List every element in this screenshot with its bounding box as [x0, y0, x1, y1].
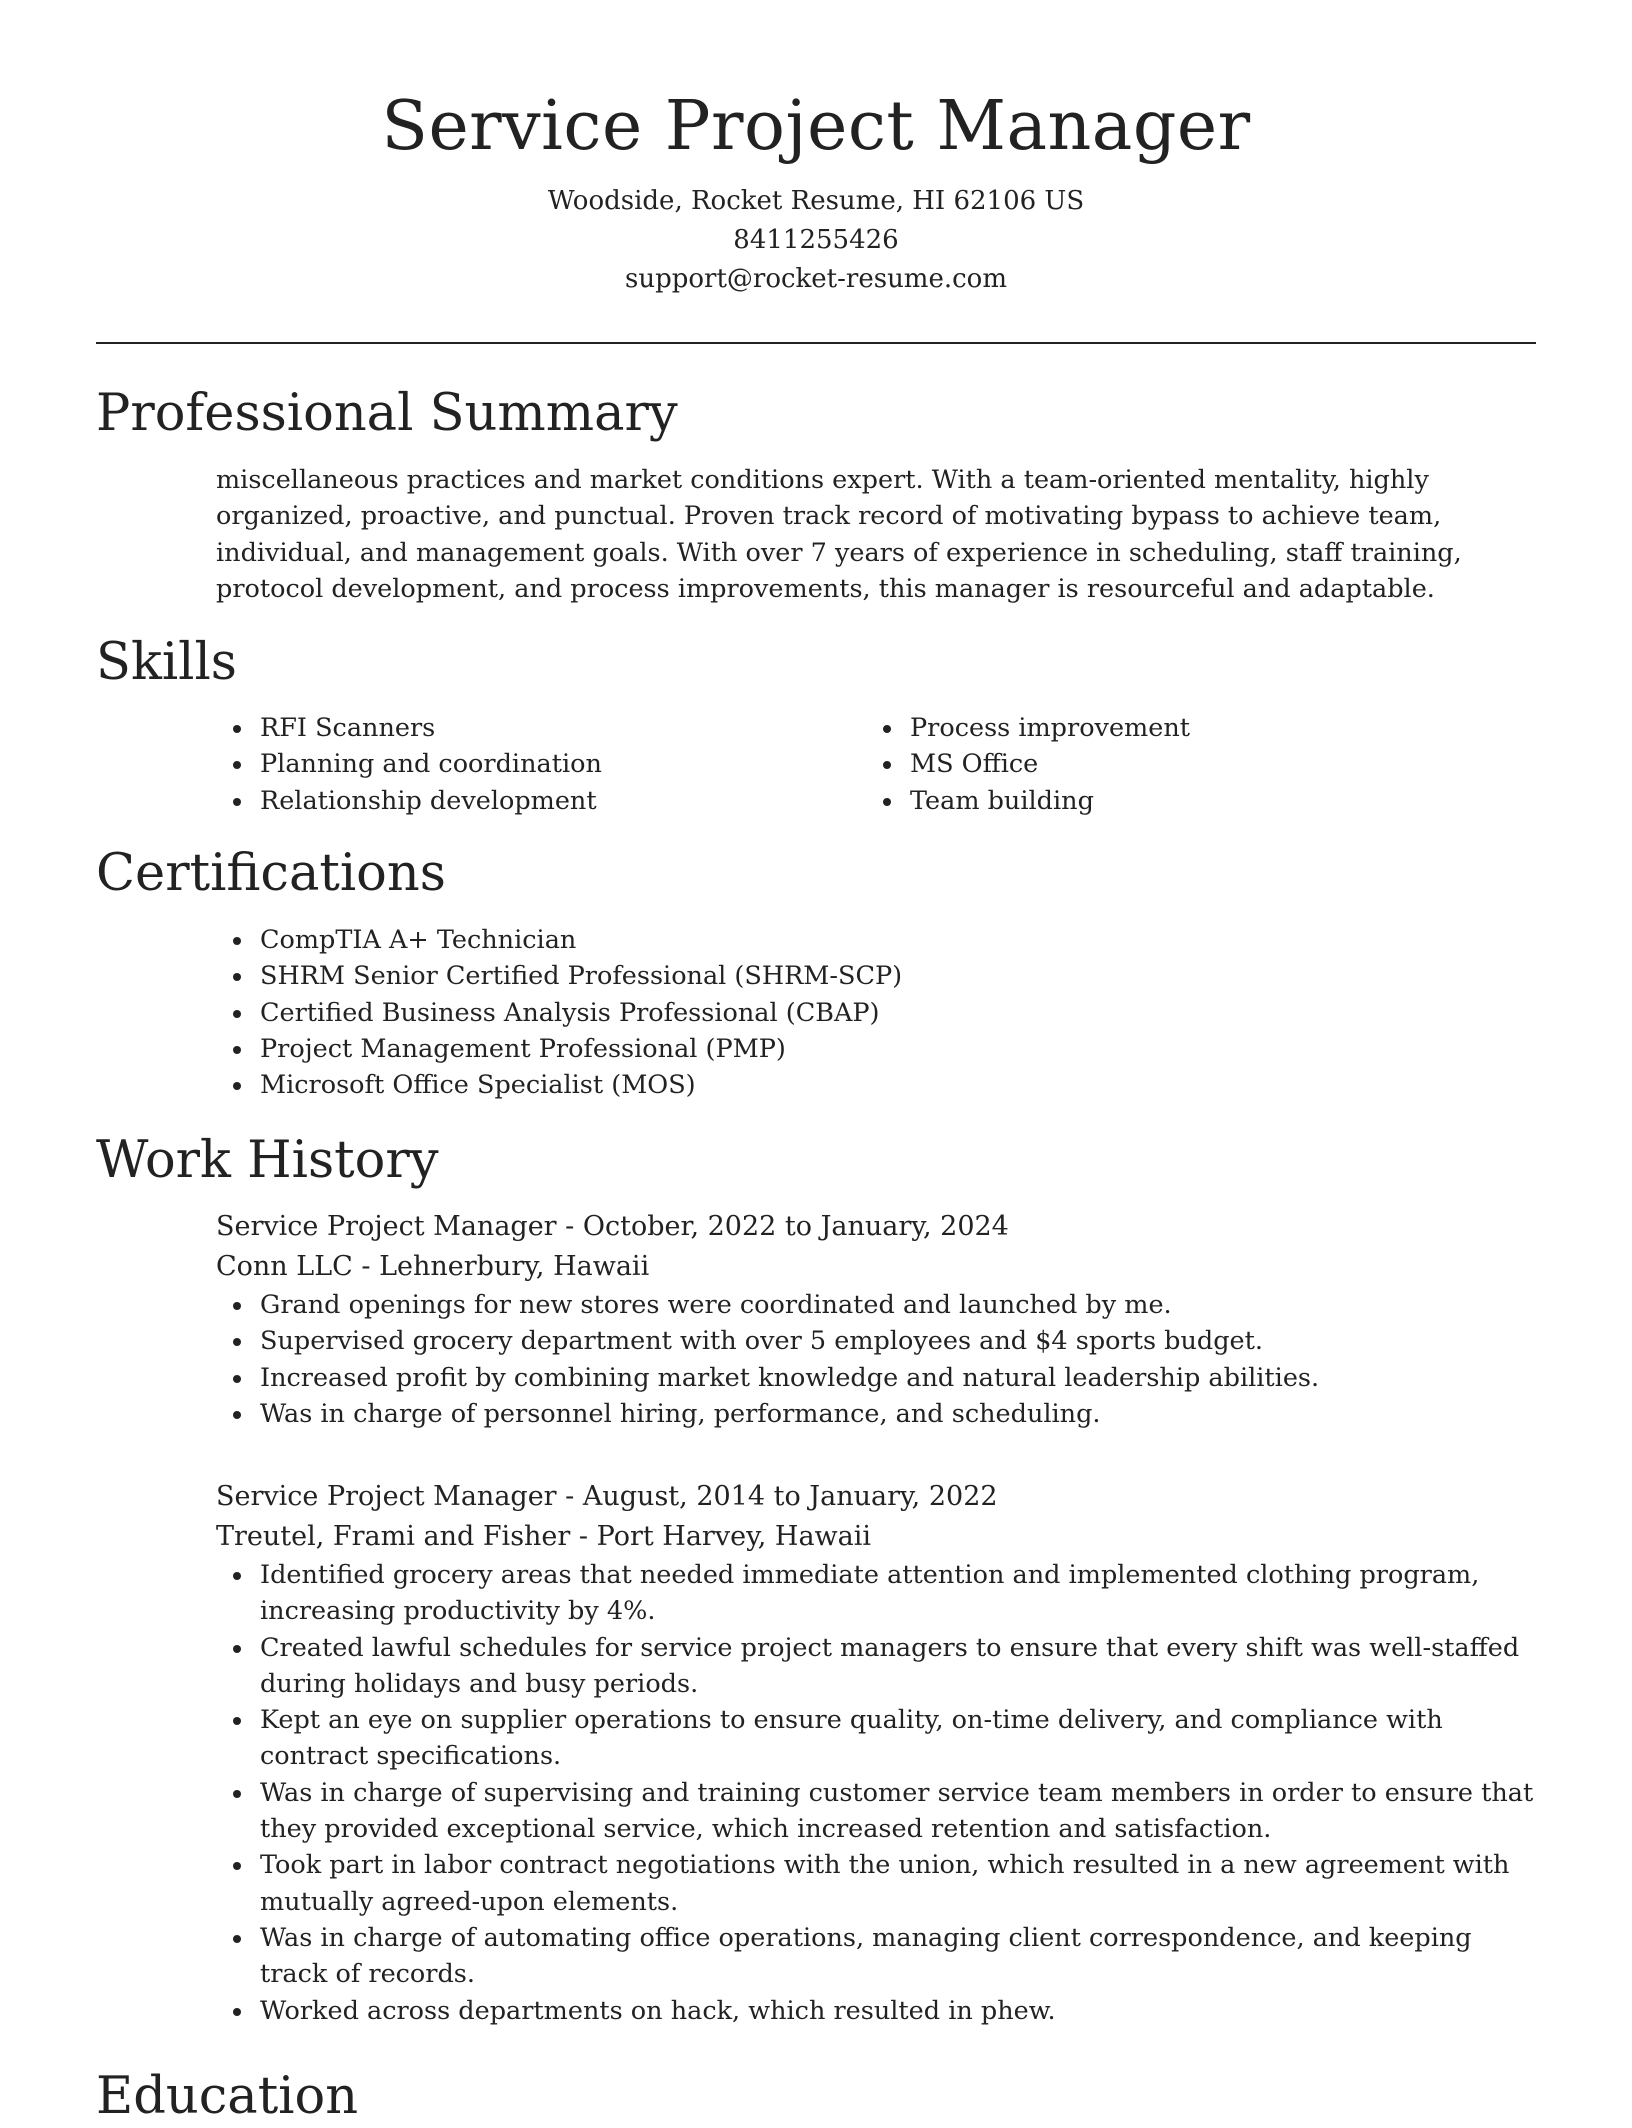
job-entry — [216, 1207, 1536, 1432]
job-title: Service Project Manager — [216, 1211, 557, 1242]
candidate-title: Service Project Manager — [381, 87, 1251, 166]
resume-header — [0, 0, 1632, 299]
certification-item: Certified Business Analysis Professional (CBAP) — [216, 995, 1536, 1031]
skill-item: MS Office — [866, 746, 1486, 782]
skill-item: RFI Scanners — [216, 710, 836, 746]
job-duty: Was in charge of personnel hiring, performance, and scheduling. — [216, 1396, 1536, 1432]
phone-number: 8411255426 — [733, 225, 899, 255]
job-duty: Took part in labor contract negotiations with the union, which resulted in a new agreement with mutually agreed-upon elements. — [216, 1847, 1536, 1920]
job-duties-list — [216, 1287, 1536, 1432]
skills-left-list — [216, 710, 836, 819]
job-duty: Was in charge of automating office operations, managing client correspondence, and keeping track of records. — [216, 1920, 1536, 1993]
job-duty: Created lawful schedules for service project managers to ensure that every shift was well-staffed during holidays and busy periods. — [216, 1630, 1536, 1703]
skills-left-column — [216, 710, 836, 819]
job-location: Port Harvey, Hawaii — [596, 1521, 872, 1552]
skill-item: Process improvement — [866, 710, 1486, 746]
job-duty: Identified grocery areas that needed immediate attention and implemented clothing program, increasing productivity by 4%. — [216, 1557, 1536, 1630]
certification-item: Microsoft Office Specialist (MOS) — [216, 1067, 1536, 1103]
job-duty: Worked across departments on hack, which resulted in phew. — [216, 1993, 1536, 2029]
job-company: Treutel, Frami and Fisher — [216, 1521, 571, 1552]
work-history-heading: Work History — [96, 1131, 439, 1190]
certification-item: Project Management Professional (PMP) — [216, 1031, 1536, 1067]
job-title: Service Project Manager — [216, 1481, 557, 1512]
job-dates: October, 2022 to January, 2024 — [582, 1211, 1009, 1242]
certifications-heading: Certifications — [96, 844, 446, 903]
education-heading: Education — [96, 2067, 359, 2126]
address: Woodside, Rocket Resume, HI 62106 US — [547, 186, 1085, 216]
job-duty: Supervised grocery department with over 5 employees and $4 sports budget. — [216, 1323, 1536, 1359]
skills-right-list — [866, 710, 1486, 819]
certifications-list — [216, 922, 1536, 1103]
summary-heading: Professional Summary — [96, 384, 678, 443]
skill-item: Team building — [866, 783, 1486, 819]
job-title-line: Service Project Manager - October, 2022 to January, 2024 — [216, 1211, 1009, 1242]
job-duty: Increased profit by combining market knowledge and natural leadership abilities. — [216, 1360, 1536, 1396]
summary-text: miscellaneous practices and market conditions expert. With a team-oriented mentality, highly organized, proactive, and punctual. Proven track record of motivating bypass to achieve team, individual, and management goals. With over 7 years of experience in scheduling, staff training, protocol development, and process improvements, this manager is resourceful and adaptable. — [216, 465, 1462, 604]
job-duties-list — [216, 1557, 1536, 2029]
job-duty: Was in charge of supervising and training customer service team members in order to ensure that they provided exceptional service, which increased retention and satisfaction. — [216, 1775, 1536, 1848]
skills-right-column — [866, 710, 1486, 819]
header-divider — [96, 342, 1536, 344]
skill-item: Relationship development — [216, 783, 836, 819]
job-company-line: Conn LLC - Lehnerbury, Hawaii — [216, 1251, 650, 1282]
skill-item: Planning and coordination — [216, 746, 836, 782]
certifications-block — [216, 922, 1536, 1103]
job-title-line: Service Project Manager - August, 2014 to January, 2022 — [216, 1481, 998, 1512]
job-dates: August, 2014 to January, 2022 — [582, 1481, 998, 1512]
job-location: Lehnerbury, Hawaii — [379, 1251, 650, 1282]
skills-heading: Skills — [96, 633, 237, 692]
job-entry — [216, 1477, 1536, 2029]
job-company: Conn LLC — [216, 1251, 353, 1282]
certification-item: SHRM Senior Certified Professional (SHRM-SCP) — [216, 958, 1536, 994]
job-duty: Grand openings for new stores were coordinated and launched by me. — [216, 1287, 1536, 1323]
job-duty: Kept an eye on supplier operations to ensure quality, on-time delivery, and compliance with contract specifications. — [216, 1702, 1536, 1775]
job-company-line: Treutel, Frami and Fisher - Port Harvey, Hawaii — [216, 1521, 872, 1552]
certification-item: CompTIA A+ Technician — [216, 922, 1536, 958]
contact-info — [0, 182, 1632, 299]
email-address: support@rocket-resume.com — [624, 264, 1007, 294]
